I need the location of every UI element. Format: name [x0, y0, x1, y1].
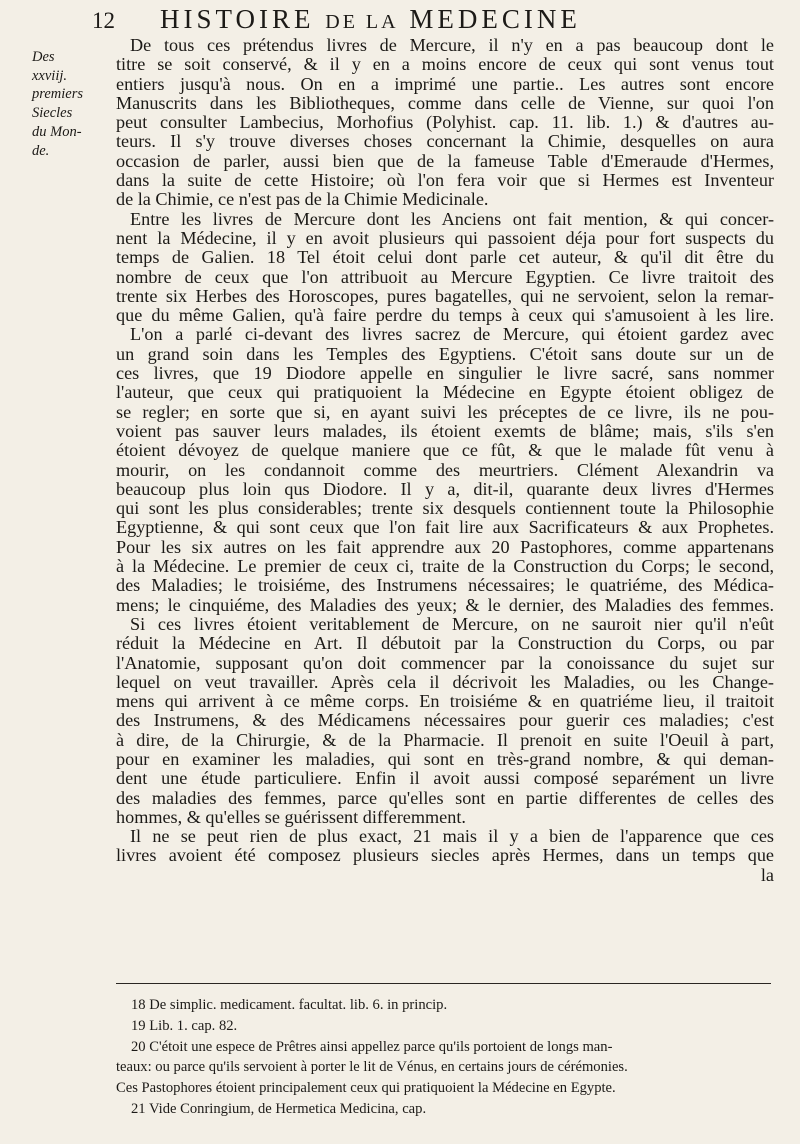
body-line: des Instrumens, & des Médicamens nécessaires pour guerir ces maladies; c'est [116, 710, 774, 731]
footnote-line: 21 Vide Conringium, de Hermetica Medicina, cap. [131, 1100, 427, 1117]
body-line: Manuscrits dans les Bibliotheques, comme dans celle de Vienne, sur quoi l'on [116, 92, 774, 113]
margin-note-line: xxviij. [32, 67, 68, 84]
body-line: Egyptienne, & qui sont ceux que l'on fait lire aux Sacrificateurs & aux Prophetes. [116, 517, 774, 538]
body-line: pour en examiner les maladies, qui sont en très-grand nombre, & qui deman- [116, 748, 774, 769]
body-line: peut consulter Lambecius, Morhofius (Polyhist. cap. 11. lib. 1.) & d'autres au- [116, 112, 774, 133]
body-line: Il ne se peut rien de plus exact, 21 mais il y a bien de l'apparence que ces [130, 826, 774, 847]
body-line: des Maladies; le troisiéme, des Instrumens nécessaires; le quatriéme, des Médica- [116, 575, 774, 596]
body-line: nombre de ceux que l'on attribuoit au Mercure Egyptien. Ce livre traitoit des [116, 266, 774, 287]
body-line: se regler; en sorte que si, en ayant suivi les préceptes de ce livre, ils ne pou- [116, 401, 774, 422]
body-line: de la Chimie, ce n'est pas de la Chimie Medicinale. [116, 189, 489, 210]
body-line: ces livres, que 19 Diodore appelle en singulier le livre sacré, sans nommer [116, 363, 774, 384]
page-number: 12 [92, 8, 115, 33]
margin-note-line: de. [32, 142, 50, 159]
body-line: qui sont les plus considerables; trente six desquels contiennent toute la Philosophie [116, 498, 774, 519]
body-line: à la Médecine. Le premier de ceux ci, traite de la Construction du Corps; le second, [116, 556, 774, 577]
body-line: titre se soit conservé, & il y en a moins encore de ceux qui sont venus tout [116, 54, 774, 75]
margin-note-line: premiers [32, 86, 84, 103]
footnote-line: 20 C'étoit une espece de Prêtres ainsi appellez parce qu'ils portoient de longs man- [131, 1038, 613, 1055]
footnote-line: 18 De simplic. medicament. facultat. lib. 6. in princip. [131, 997, 448, 1013]
footnote-rule [116, 983, 771, 984]
footnote-line: 19 Lib. 1. cap. 82. [131, 1017, 238, 1034]
body-line: livres avoient été composez plusieurs siecles après Hermes, dans un temps que [116, 845, 774, 866]
body-line: Si ces livres étoient veritablement de Mercure, on ne sauroit nier qu'il n'eût [130, 613, 774, 634]
footnotes [116, 995, 782, 1120]
body-line: dent une étude particuliere. Enfin il avoit aussi composé separément un livre [116, 768, 774, 789]
body-line: beaucoup plus loin qus Diodore. Il y a, dit-il, quarante deux livres d'Hermes [116, 478, 774, 499]
body-line: réduit la Médecine en Art. Il débutoit par la Construction du Corps, ou par [116, 633, 774, 654]
body-line: trente six Herbes des Horoscopes, pures bagatelles, qui ne servoient, selon la remar- [116, 285, 774, 306]
body-line: mens; le cinquiéme, des Maladies des yeux; & le dernier, des Maladies des femmes. [116, 594, 774, 615]
title-right: MEDECINE [409, 4, 581, 34]
body-line: L'on a parlé ci-devant des livres sacrez de Mercure, qui étoient gardez avec [130, 324, 774, 345]
body-line: teurs. Il s'y trouve diverses choses concernant la Chimie, desquelles on aura [116, 131, 774, 152]
body-text [116, 36, 774, 885]
margin-note-line: Des [32, 49, 55, 65]
body-line: mens qui arrivent à ce même corps. En troisiéme & en quatriéme lieu, il traitoit [116, 691, 774, 712]
body-line: mourir, on les condannoit comme des meurtriers. Clément Alexandrin va [116, 459, 774, 480]
running-header [0, 4, 800, 34]
body-line: hommes, & qu'elles se guérissent differemment. [116, 806, 466, 827]
footnote-line: Ces Pastophores étoient principalement ceux qui pratiquoient la Médecine en Egypte. [116, 1080, 616, 1097]
body-line: entiers jusqu'à nous. On en a imprimé une partie.. Les autres sont encore [116, 73, 774, 94]
body-line: étoient dévoyez de quelque maniere que ce fût, & que le malade fût venu à [116, 440, 774, 461]
body-line: dans la suite de cette Histoire; où l'on fera voir que si Hermes est Inventeur [116, 170, 774, 191]
body-line: à dire, de la Chirurgie, & de la Pharmacie. Il prenoit en suite l'Oeuil à part, [116, 729, 774, 750]
body-line: que du même Galien, qu'à faire perdre du temps à ceux qui s'amusoient à les lire. [116, 305, 774, 326]
body-line: voient pas sauver leurs malades, ils étoient exemts de blâme; mais, s'ils s'en [116, 420, 774, 441]
body-line: un grand soin dans les Temples des Egyptiens. C'étoit sans doute sur un de [116, 343, 774, 364]
body-line: temps de Galien. 18 Tel étoit celui dont parle cet auteur, & qu'il dit être du [116, 247, 774, 268]
margin-note-line: du Mon- [32, 123, 82, 140]
body-line: nent la Médecine, il y en avoit plusieurs qui passoient déja pour fort suspects du [116, 227, 774, 248]
body-line: l'auteur, que ceux qui pratiquoient la Médecine en Egypte étoient obligez de [116, 382, 774, 403]
title-mid: DE LA [325, 11, 399, 33]
body-line: des maladies des femmes, parce qu'elles sont en partie differentes de celles des [116, 787, 774, 808]
margin-note-line: Siecles [32, 105, 73, 122]
body-line: occasion de parler, aussi bien que de la fameuse Table d'Emeraude d'Hermes, [116, 150, 774, 171]
body-line: la [760, 864, 774, 885]
body-line: Pour les six autres on les fait apprendre aux 20 Pastophores, comme appartenans [116, 536, 774, 557]
running-title [160, 4, 581, 35]
margin-note [32, 48, 90, 160]
body-line: l'Anatomie, supposant qu'on doit commencer par la conoissance du sujet sur [116, 652, 774, 673]
footnote-line: teaux: ou parce qu'ils servoient à porter le lit de Vénus, en certains jours de cérémonies. [116, 1059, 628, 1076]
title-left: HISTOIRE [160, 4, 315, 34]
body-line: lequel on veut travailler. Après cela il décrivoit les Maladies, ou les Change- [116, 671, 774, 692]
body-line: De tous ces prétendus livres de Mercure, il n'y en a pas beaucoup dont le [130, 35, 774, 55]
body-line: Entre les livres de Mercure dont les Anciens ont fait mention, & qui concer- [130, 208, 774, 229]
